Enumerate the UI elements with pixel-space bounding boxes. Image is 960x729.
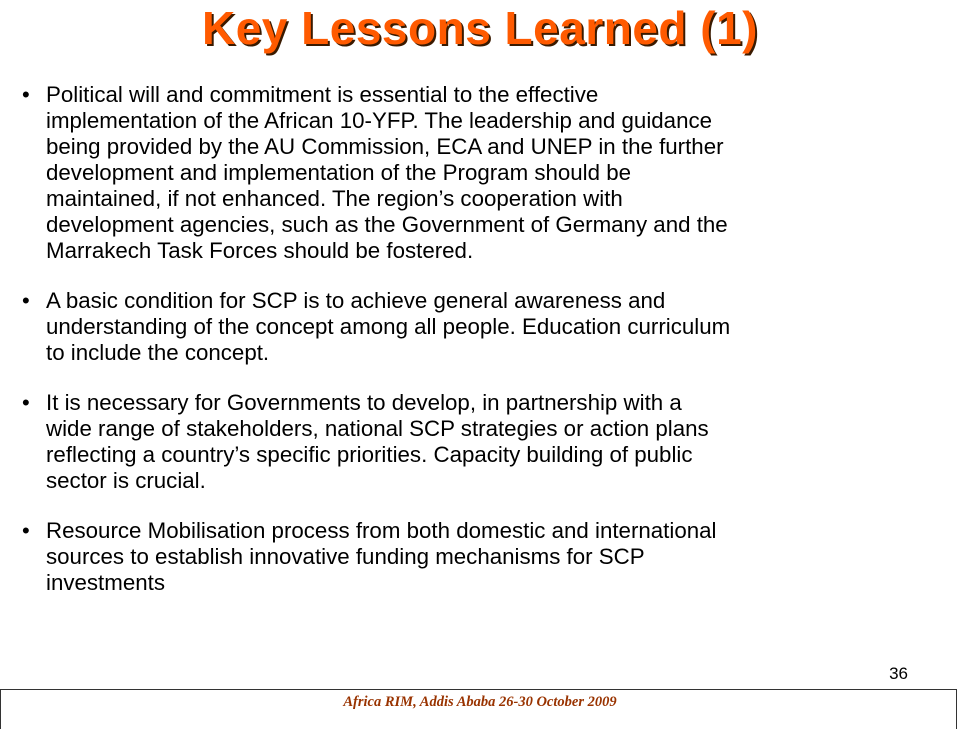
bullet-dot-icon: • xyxy=(22,82,30,107)
bullet-dot-icon: • xyxy=(22,390,30,415)
bullet-dot-icon: • xyxy=(22,288,30,313)
bullet-item xyxy=(22,390,952,494)
bullet-item xyxy=(22,288,952,366)
footer-text: Africa RIM, Addis Ababa 26-30 October 2009 xyxy=(343,694,617,710)
bullet-text: Political will and commitment is essential to the effective implementation of the African 10-YFP. The leadership and guidance being provided by the AU Commission, ECA and UNEP in the further development and implementation of the Program should be maintained, if not enhanced. The region’s cooperation with development agencies, such as the Government of Germany and the Marrakech Task Forces should be fostered. xyxy=(46,82,728,263)
bullet-text: A basic condition for SCP is to achieve general awareness and understanding of the concept among all people. Education curriculum to include the concept. xyxy=(46,288,731,365)
page-number: 36 xyxy=(889,664,908,683)
bullet-text: Resource Mobilisation process from both domestic and international sources to establish innovative funding mechanisms for SCP investments xyxy=(46,518,717,595)
bullet-dot-icon: • xyxy=(22,518,30,543)
bullet-text: It is necessary for Governments to develop, in partnership with a wide range of stakeholders, national SCP strategies or action plans reflecting a country’s specific priorities. Capacity building of public sector is crucial. xyxy=(46,390,709,493)
bullet-list xyxy=(22,82,952,620)
bullet-item xyxy=(22,82,952,264)
slide-title: Key Lessons Learned (1) xyxy=(201,2,759,54)
bullet-item xyxy=(22,518,952,596)
